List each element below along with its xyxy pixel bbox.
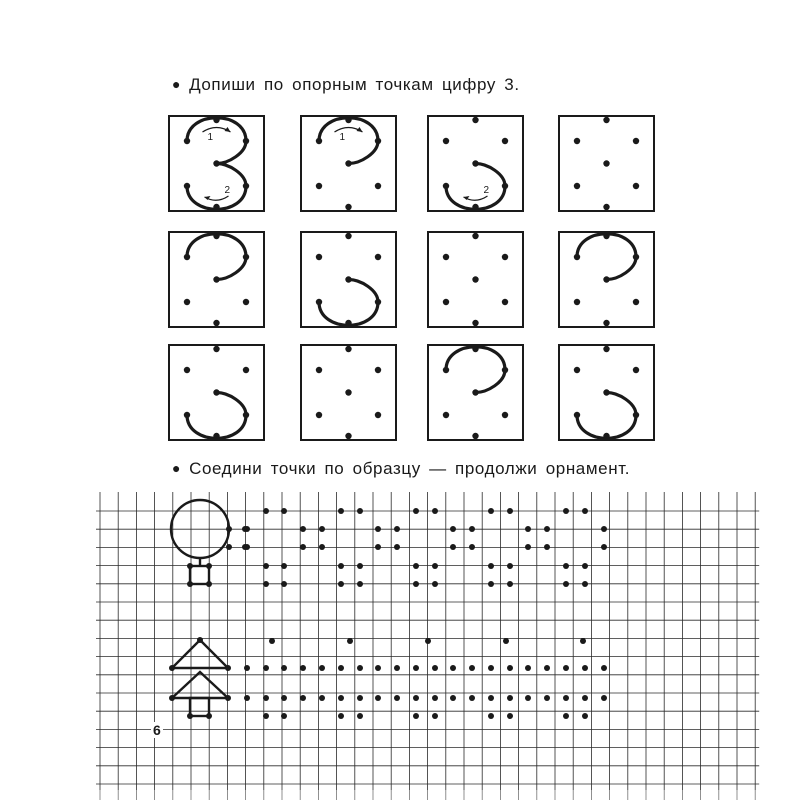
ornament-dot	[563, 563, 569, 569]
ornament-dot	[226, 544, 232, 550]
ornament-dot	[375, 695, 381, 701]
ornament-dot	[601, 526, 607, 532]
ornament-dot	[525, 665, 531, 671]
ornament-dot	[580, 638, 586, 644]
ornament-dot	[469, 695, 475, 701]
instruction-text-1: Допиши по опорным точкам цифру 3.	[189, 75, 520, 94]
ornament-dot	[244, 526, 250, 532]
ornament-dot	[338, 713, 344, 719]
ornament-dot	[281, 563, 287, 569]
ornament-dot	[300, 695, 306, 701]
ornament-dot	[300, 665, 306, 671]
ornament-dot	[357, 695, 363, 701]
sample-stand-shape	[190, 566, 209, 584]
ornament-dot	[338, 665, 344, 671]
ornament-dot	[269, 638, 275, 644]
ornament-dot	[347, 638, 353, 644]
bullet-icon: ●	[172, 76, 182, 92]
ornament-dot	[394, 665, 400, 671]
ornament-dot	[432, 695, 438, 701]
ornament-dot	[582, 508, 588, 514]
ornament-dot	[281, 713, 287, 719]
ornament-dot	[263, 695, 269, 701]
ornament-dot	[507, 695, 513, 701]
ornament-dot	[601, 544, 607, 550]
ornament-dot	[375, 544, 381, 550]
ornament-dot	[263, 713, 269, 719]
stroke-order-number: 1	[339, 132, 346, 143]
ornament-dot	[582, 665, 588, 671]
ornament-dot	[319, 544, 325, 550]
ornament-dot	[338, 563, 344, 569]
stroke-order-number: 2	[483, 185, 490, 196]
sample-circle-figure	[171, 500, 229, 584]
ornament-dot	[488, 665, 494, 671]
ornament-dot	[469, 544, 475, 550]
ornament-dot	[244, 544, 250, 550]
ornament-dot	[300, 544, 306, 550]
ornament-dot	[413, 563, 419, 569]
ornament-dot	[507, 563, 513, 569]
ornament-dot	[263, 581, 269, 587]
instruction-text-2: Соедини точки по образцу — продолжи орнамент.	[189, 459, 631, 478]
sample-triangle-upper	[172, 640, 228, 668]
ornament-dot	[469, 665, 475, 671]
ornament-dot	[525, 526, 531, 532]
ornament-dot	[544, 526, 550, 532]
ornament-dot	[432, 581, 438, 587]
ornament-dot	[488, 563, 494, 569]
ornament-dot	[432, 665, 438, 671]
ornament-dot	[375, 665, 381, 671]
ornament-dot	[394, 526, 400, 532]
ornament-dot	[432, 508, 438, 514]
ornament-dot	[394, 695, 400, 701]
ornament-dot	[507, 665, 513, 671]
ornament-dot	[563, 713, 569, 719]
ornament-dot	[488, 713, 494, 719]
ornament-dot	[319, 695, 325, 701]
ornament-dot	[582, 563, 588, 569]
ornament-dot	[488, 581, 494, 587]
ornament-dot	[413, 713, 419, 719]
ornament-dot	[263, 665, 269, 671]
ornament-dot	[413, 665, 419, 671]
ornament-dot	[338, 508, 344, 514]
ornament-dot	[432, 563, 438, 569]
ornament-dot	[544, 695, 550, 701]
ornament-dot	[244, 665, 250, 671]
ornament-dot	[281, 508, 287, 514]
ornament-dot	[563, 581, 569, 587]
ornament-dot	[582, 713, 588, 719]
ornament-dot	[244, 695, 250, 701]
ornament-dot	[488, 508, 494, 514]
sample-stand-shape	[190, 698, 209, 716]
ornament-dot	[563, 695, 569, 701]
ornament-dot	[357, 508, 363, 514]
bullet-icon: ●	[172, 460, 182, 476]
ornament-dot	[582, 695, 588, 701]
ornament-dot	[488, 695, 494, 701]
stroke-order-number: 2	[224, 185, 231, 196]
ornament-dot	[450, 665, 456, 671]
ornament-dot	[281, 665, 287, 671]
sample-triangle-lower	[172, 672, 228, 698]
ornament-dot	[425, 638, 431, 644]
ornament-dot	[525, 695, 531, 701]
ornament-dot	[507, 581, 513, 587]
page-number: 6	[153, 722, 161, 738]
ornament-dot	[525, 544, 531, 550]
ornament-dot	[563, 665, 569, 671]
ornament-dot	[357, 581, 363, 587]
ornament-dot	[507, 508, 513, 514]
ornament-dots	[169, 508, 607, 719]
ornament-dot	[450, 526, 456, 532]
ornament-dot	[413, 508, 419, 514]
ornament-dot	[300, 526, 306, 532]
ornament-dot	[450, 695, 456, 701]
ornament-dot	[375, 526, 381, 532]
ornament-dot	[469, 526, 475, 532]
ornament-dot	[582, 581, 588, 587]
stroke-order-number: 1	[207, 132, 214, 143]
ornament-dot	[413, 581, 419, 587]
ornament-dot	[450, 544, 456, 550]
ornament-dot	[544, 665, 550, 671]
page-edge-strip	[0, 790, 800, 800]
ornament-dot	[357, 563, 363, 569]
ornament-dot	[319, 665, 325, 671]
ornament-dot	[338, 581, 344, 587]
ornament-dot	[319, 526, 325, 532]
ornament-dot	[601, 695, 607, 701]
ornament-dot	[544, 544, 550, 550]
ornament-dot	[563, 508, 569, 514]
ornament-dot	[357, 665, 363, 671]
ornament-dot	[507, 713, 513, 719]
ornament-dot	[503, 638, 509, 644]
ornament-dot	[601, 665, 607, 671]
ornament-dot	[394, 544, 400, 550]
ornament-dot	[413, 695, 419, 701]
ornament-dot	[263, 563, 269, 569]
sample-triangle-figure	[172, 640, 228, 716]
ornament-dot	[432, 713, 438, 719]
ornament-dot	[263, 508, 269, 514]
ornament-dot	[357, 713, 363, 719]
ornament-dot	[281, 695, 287, 701]
ornament-dot	[338, 695, 344, 701]
ornament-dot	[281, 581, 287, 587]
